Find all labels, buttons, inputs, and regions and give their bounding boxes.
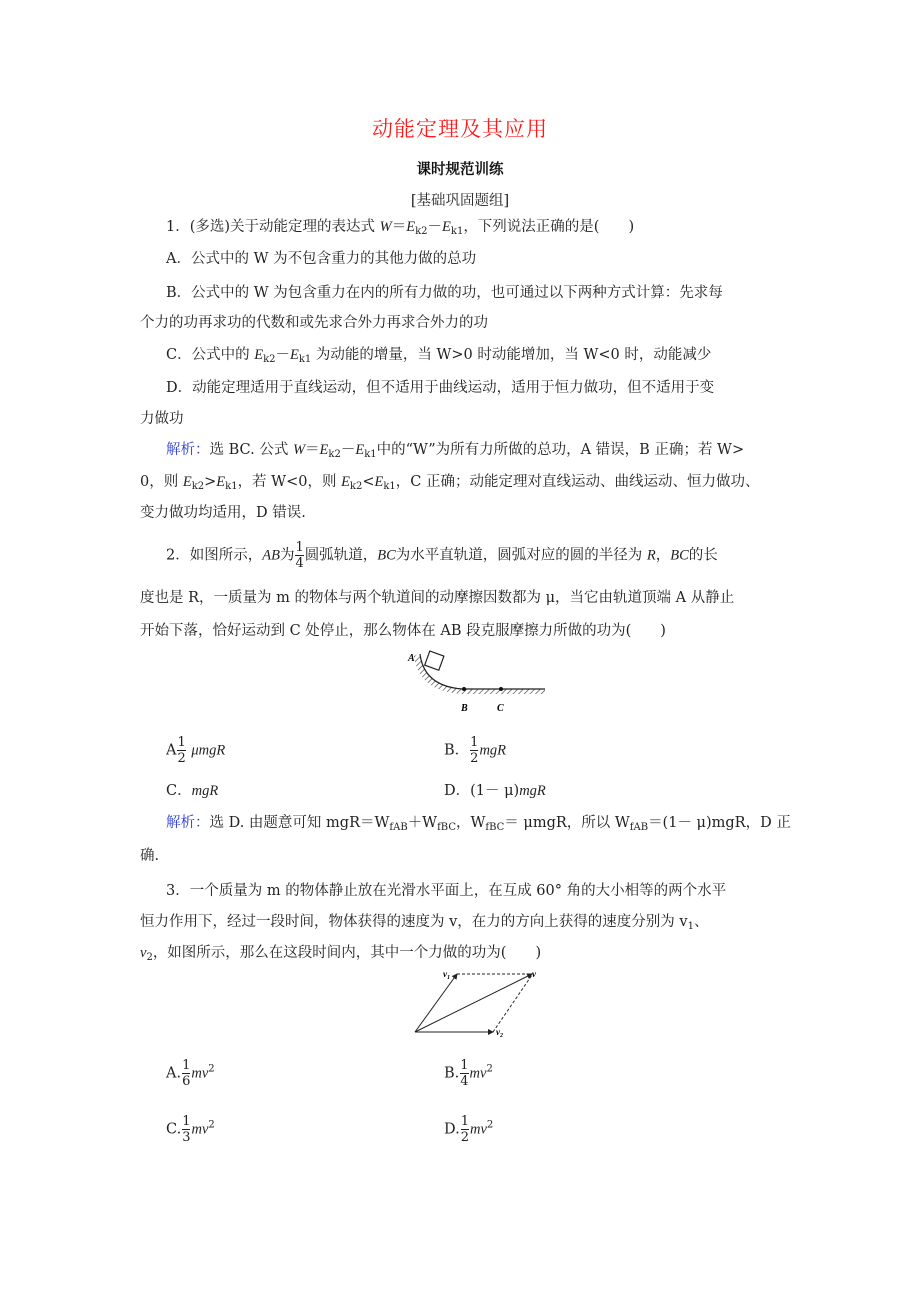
q3-stem-line1: 3．一个质量为 m 的物体静止放在光滑水平面上，在互成 60° 角的大小相等的两个水平 (166, 883, 727, 899)
analysis-label: 解析： (166, 815, 210, 831)
q1-analysis-line2: 0，则 $E_{k2}>E_{k1}$，若 W<0，则 $E_{k2}<E_{k1}$，C 正确；动能定理对直线运动、曲线运动、恒力做功、 (140, 474, 760, 492)
q2-option-b: B． $\frac{1}{2}$ mgR (444, 735, 507, 766)
analysis-label: 解析： (166, 442, 210, 458)
vector-v1 (415, 974, 457, 1032)
fraction: $\frac{1}{6}$ (182, 1058, 191, 1089)
point-b (462, 687, 466, 691)
label-c: C (497, 703, 504, 714)
fraction-quarter: $\frac{1}{4}$ (295, 540, 304, 571)
q3-option-a: A. $\frac{1}{6}$ $mv^2$ (166, 1058, 215, 1089)
q1-option-b-cont: 个力的功再求功的代数和或先求合外力再求合外力的功 (140, 315, 488, 331)
q1-option-b: B．公式中的 W 为包含重力在内的所有力做的功，也可通过以下两种方式计算：先求每 (166, 285, 723, 301)
q2-option-a: A $\frac{1}{2}$ μmgR (166, 735, 226, 766)
fraction: $\frac{1}{2}$ (177, 735, 186, 766)
q2-stem-line3: 开始下落，恰好运动到 C 处停止，那么物体在 AB 段克服摩擦力所做的功为( ) (140, 623, 666, 639)
q2-option-d: D．(1－ μ)mgR (444, 783, 546, 799)
group-label: [基础巩固题组] (410, 193, 510, 209)
q1-analysis-line3: 变力做功均适用，D 错误. (140, 505, 306, 521)
fraction: $\frac{1}{2}$ (460, 1114, 469, 1145)
q1-option-d-cont: 力做功 (140, 411, 184, 427)
q1-option-c: C．公式中的 $E_{k2}-E_{k1}$ 为动能的增量，当 W>0 时动能增加，当 W<0 时，动能减少 (166, 347, 712, 365)
document-subtitle: 课时规范训练 (416, 162, 504, 178)
q2-option-c: C．mgR (166, 783, 219, 799)
q1-option-d: D．动能定理适用于直线运动，但不适用于曲线运动，适用于恒力做功，但不适用于变 (166, 380, 715, 396)
fraction: $\frac{1}{3}$ (182, 1114, 191, 1145)
q2-track-figure (400, 648, 550, 716)
q3-option-c: C. $\frac{1}{3}$ $mv^2$ (166, 1114, 215, 1145)
q1-stem: 1．(多选)关于动能定理的表达式 $W=E_{k2}-E_{k1}$，下列说法正确的是( ) (166, 219, 635, 237)
label-b: B (461, 703, 468, 714)
block-icon (425, 651, 444, 670)
q1-analysis-line1: 解析：选 BC. 公式 $W=E_{k2}-E_{k1}$中的“W”为所有力所做的总功，A 错误，B 正确；若 W> (166, 442, 745, 460)
q2-analysis-line2: 确. (140, 848, 160, 864)
label-v1: $v_1$ (443, 969, 450, 981)
vector-v (415, 974, 532, 1032)
q3-velocity-figure (405, 965, 540, 1039)
q3-option-d: D. $\frac{1}{2}$ $mv^2$ (444, 1114, 494, 1145)
fraction: $\frac{1}{2}$ (470, 735, 479, 766)
q3-stem-line3: $v_2$，如图所示，那么在这段时间内，其中一个力做的功为( ) (140, 945, 542, 963)
q2-stem-line1: 2．如图所示，AB为 $\frac{1}{4}$ 圆弧轨道，BC为水平直轨道，圆弧对应的圆的半径为 R，BC的长 (166, 540, 718, 571)
point-c (499, 687, 503, 691)
document-title: 动能定理及其应用 (372, 117, 548, 141)
label-v: v (532, 969, 536, 979)
fraction: $\frac{1}{4}$ (460, 1058, 469, 1089)
q3-stem-line2: 恒力作用下，经过一段时间，物体获得的速度为 v，在力的方向上获得的速度分别为 $v_1$、 (140, 914, 709, 932)
q2-analysis-line1: 解析：选 D. 由题意可知 $mgR=W_{fAB}+W_{fBC}$，$W_{fBC}= \mu mgR$，所以 $W_{fAB}=(1- \mu)mgR$，D 正 (166, 815, 791, 833)
label-a: A (408, 653, 415, 664)
label-v2: $v_2$ (496, 1027, 503, 1039)
q1-option-a: A．公式中的 W 为不包含重力的其他力做的总功 (166, 251, 477, 267)
q3-option-b: B. $\frac{1}{4}$ $mv^2$ (444, 1058, 493, 1089)
q2-stem-line2: 度也是 R，一质量为 m 的物体与两个轨道间的动摩擦因数都为 μ，当它由轨道顶端 A 从静止 (140, 590, 735, 606)
